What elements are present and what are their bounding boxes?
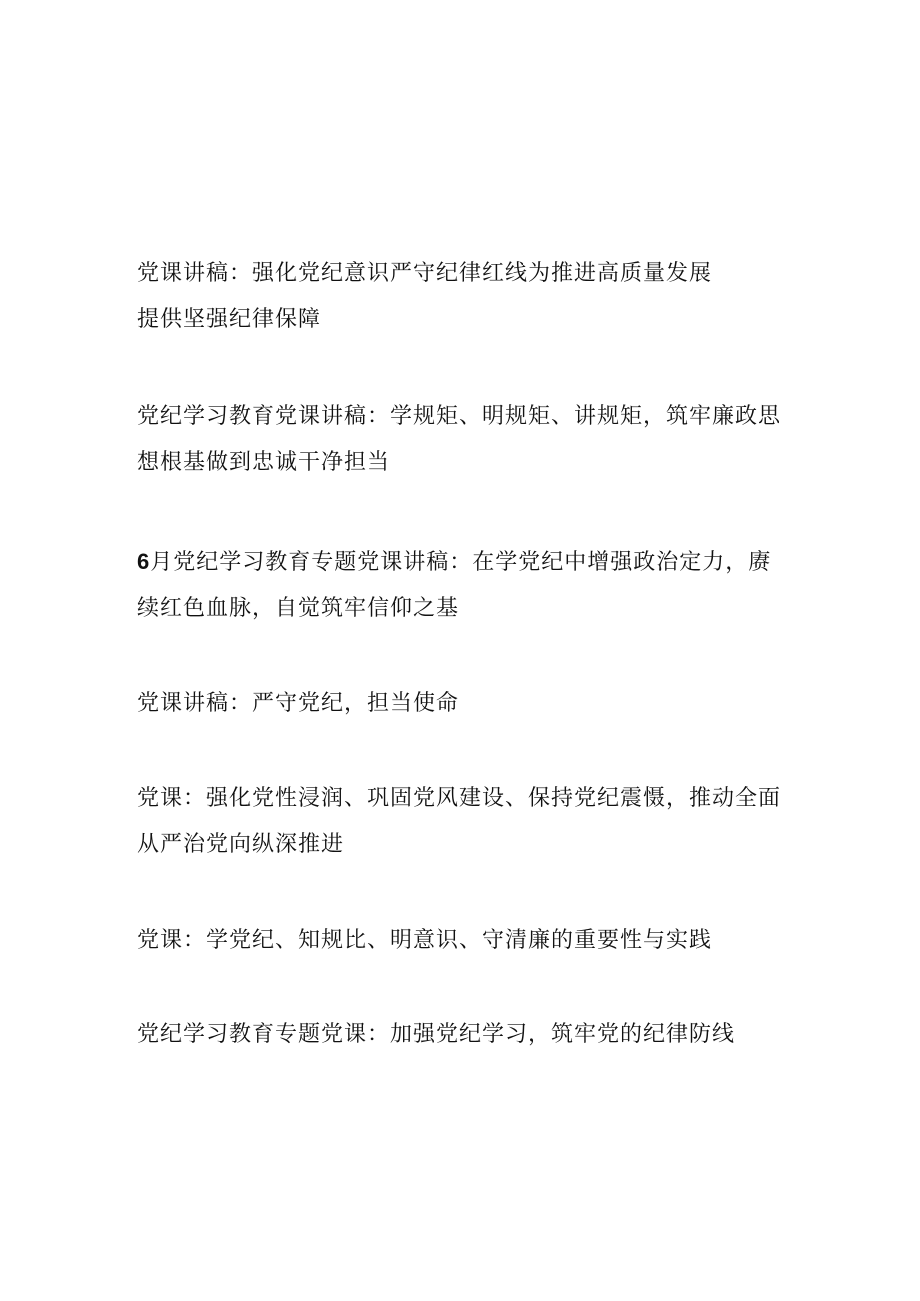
title-line: 从严治党向纵深推进	[137, 832, 345, 857]
title-line: 党课：学党纪、知规比、明意识、守清廉的重要性与实践	[137, 928, 713, 953]
title-line: 想根基做到忠诚干净担当	[137, 450, 391, 475]
title-text: 月党纪学习教育专题党课讲稿：在学党纪中增强政治定力，赓	[150, 550, 772, 575]
title-item-3[interactable]	[137, 539, 797, 632]
title-line	[137, 539, 797, 586]
title-line: 党纪学习教育党课讲稿：学规矩、明规矩、讲规矩，筑牢廉政思	[137, 404, 782, 429]
title-item-7[interactable]	[137, 1012, 797, 1058]
title-item-4[interactable]	[137, 681, 797, 727]
title-line: 提供坚强纪律保障	[137, 307, 322, 332]
title-line: 党课讲稿：强化党纪意识严守纪律红线为推进高质量发展	[137, 261, 713, 286]
title-item-6[interactable]	[137, 918, 797, 964]
title-item-1[interactable]	[137, 251, 797, 343]
title-line: 党纪学习教育专题党课：加强党纪学习，筑牢党的纪律防线	[137, 1022, 736, 1047]
title-item-2[interactable]	[137, 394, 797, 486]
month-number: 6	[137, 549, 151, 574]
title-line: 党课讲稿：严守党纪，担当使命	[137, 691, 460, 716]
title-item-5[interactable]	[137, 776, 797, 868]
title-line: 续红色血脉，自觉筑牢信仰之基	[137, 596, 460, 621]
title-line: 党课：强化党性浸润、巩固党风建设、保持党纪震慑，推动全面	[137, 786, 782, 811]
